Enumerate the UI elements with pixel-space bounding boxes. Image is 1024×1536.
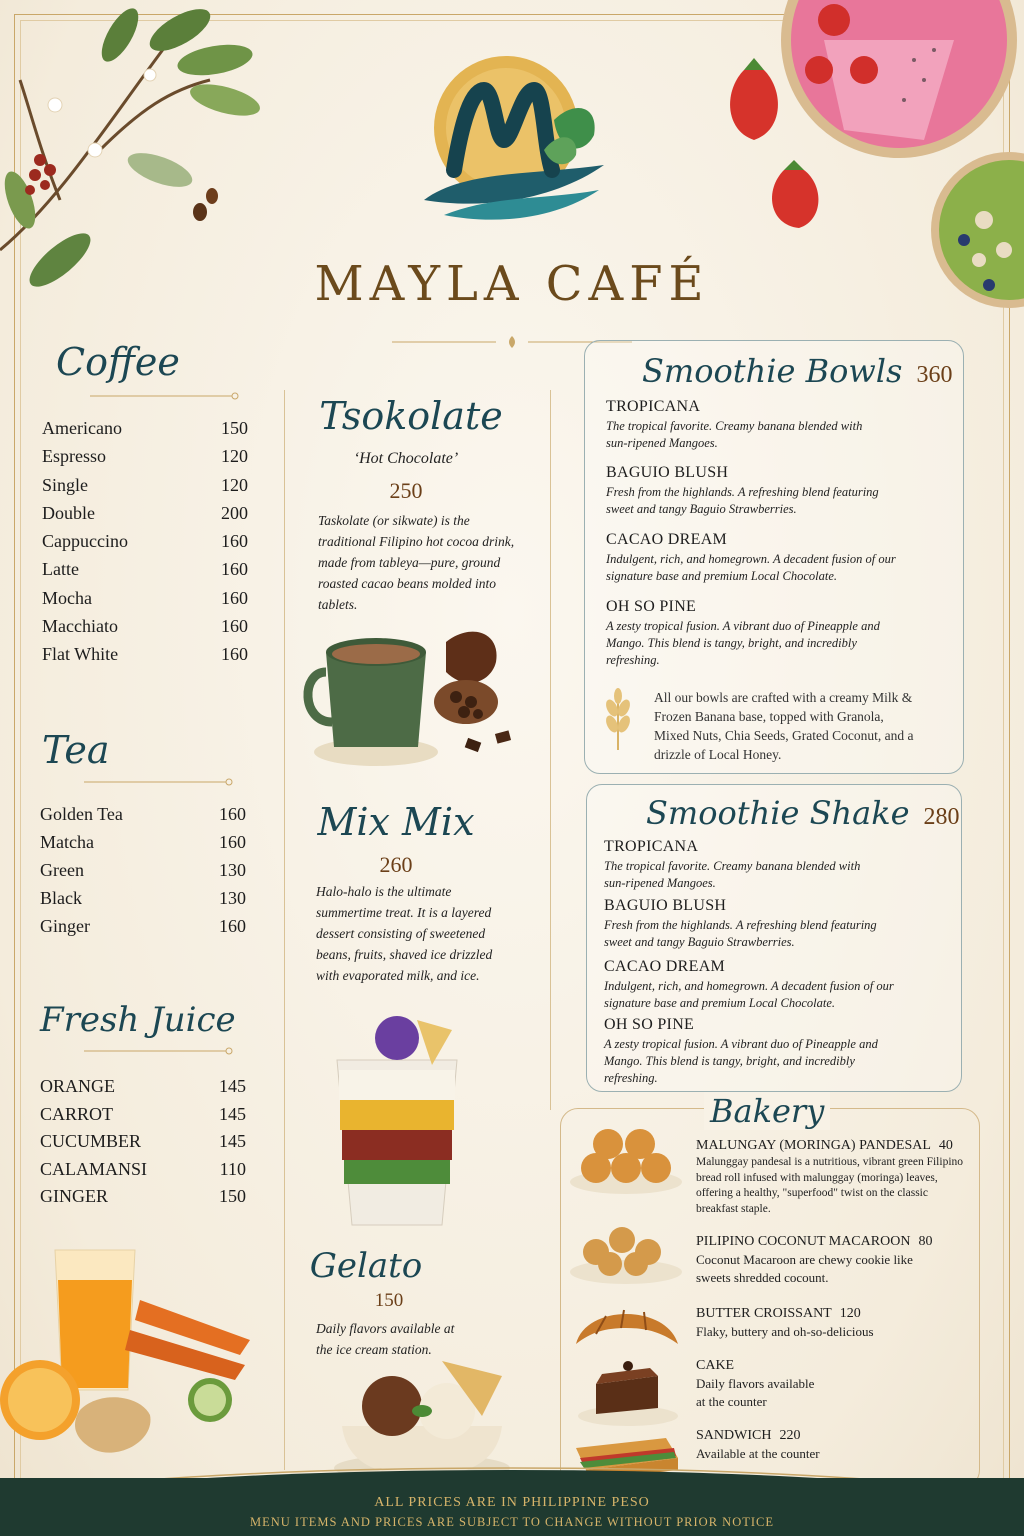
item-price: 160 — [219, 832, 246, 852]
item-name: MALUNGAY (MORINGA) PANDESAL — [696, 1138, 931, 1153]
item-price: 160 — [221, 587, 248, 608]
item-description: Indulgent, rich, and homegrown. A decadent fusion of our signature base and premium Local Chocolate. — [606, 552, 896, 583]
coffee-heading: Coffee — [56, 340, 180, 384]
item-price: 160 — [221, 644, 248, 665]
item-price: 120 — [221, 474, 248, 495]
smoothie-bowls-heading: Smoothie Bowls — [642, 352, 903, 390]
list-item[interactable] — [42, 475, 248, 503]
fresh-juice-list — [40, 1076, 246, 1214]
item-price: 160 — [221, 559, 248, 580]
smoothie-shake-item[interactable] — [604, 897, 954, 951]
item-name: Golden Tea — [40, 804, 123, 824]
list-item[interactable] — [40, 1159, 246, 1187]
item-price: 120 — [839, 1306, 861, 1321]
smoothie-shake-item[interactable] — [604, 1016, 954, 1087]
item-description: Coconut Macaroon are chewy cookie like sweets shredded cocount. — [696, 1252, 913, 1285]
item-name: BAGUIO BLUSH — [604, 897, 727, 914]
item-name: Macchiato — [42, 616, 118, 637]
list-item[interactable] — [42, 616, 248, 644]
mix-mix-heading: Mix Mix — [317, 800, 475, 844]
item-price: 80 — [918, 1234, 933, 1249]
item-description: Available at the counter — [696, 1446, 820, 1461]
item-price: 130 — [219, 888, 246, 908]
item-name: OH SO PINE — [606, 598, 697, 615]
smoothie-bowl-item[interactable] — [606, 531, 956, 585]
item-name: Americano — [42, 418, 122, 438]
item-price: 160 — [219, 804, 246, 824]
item-price: 160 — [221, 616, 248, 637]
list-item[interactable] — [40, 1076, 246, 1104]
item-price: 130 — [219, 860, 246, 880]
item-description: Fresh from the highlands. A refreshing blend featuring sweet and tangy Baguio Strawberries. — [606, 485, 879, 516]
item-name: BUTTER CROISSANT — [696, 1306, 832, 1321]
item-name: TROPICANA — [604, 838, 699, 855]
smoothie-shake-item[interactable] — [604, 958, 954, 1012]
item-price: 200 — [221, 502, 248, 523]
list-item[interactable] — [42, 503, 248, 531]
smoothie-shake-header — [646, 794, 960, 832]
tea-list — [40, 804, 246, 944]
tsokolate-price: 250 — [389, 478, 423, 503]
item-name: Latte — [42, 559, 79, 580]
item-price: 160 — [219, 916, 246, 936]
mayla-cafe-logo — [384, 50, 640, 230]
item-name: Cappuccino — [42, 531, 128, 552]
list-item[interactable] — [42, 588, 248, 616]
item-description: Flaky, buttery and oh-so-delicious — [696, 1324, 874, 1339]
list-item[interactable] — [42, 531, 248, 559]
item-name: ORANGE — [40, 1076, 115, 1096]
pandesal-illustration — [566, 1122, 688, 1196]
tea-heading-rule — [84, 777, 234, 787]
coffee-heading-rule — [90, 391, 240, 401]
list-item[interactable] — [40, 1131, 246, 1159]
mix-mix-price: 260 — [379, 852, 413, 877]
macaroon-illustration — [566, 1212, 688, 1286]
gelato-price: 150 — [374, 1290, 404, 1311]
wheat-icon — [600, 688, 636, 752]
item-description: The tropical favorite. Creamy banana blended with sun-ripened Mangoes. — [606, 419, 863, 450]
item-name: BAGUIO BLUSH — [606, 464, 729, 481]
item-name: Green — [40, 860, 84, 880]
list-item[interactable] — [40, 832, 246, 860]
hot-chocolate-illustration — [296, 612, 526, 782]
bakery-item[interactable] — [696, 1358, 966, 1411]
item-price: 145 — [219, 1131, 246, 1151]
footer-currency-note: ALL PRICES ARE IN PHILIPPINE PESO — [374, 1495, 650, 1510]
list-item[interactable] — [40, 804, 246, 832]
list-item[interactable] — [42, 559, 248, 587]
item-description: Daily flavors available at the counter — [696, 1376, 815, 1409]
bakery-item[interactable] — [696, 1306, 966, 1341]
item-name: GINGER — [40, 1186, 108, 1206]
item-name: Ginger — [40, 916, 90, 936]
item-description: A zesty tropical fusion. A vibrant duo of Pineapple and Mango. This blend is tangy, bright, and incredibly refreshing. — [604, 1037, 878, 1085]
cafe-name: MAYLA CAFÉ — [314, 256, 710, 312]
list-item[interactable] — [42, 644, 248, 672]
item-name: CALAMANSI — [40, 1158, 148, 1179]
gelato-description: Daily flavors available at the ice cream station. — [316, 1321, 455, 1357]
smoothie-bowls-header — [642, 352, 952, 390]
item-description: Indulgent, rich, and homegrown. A decadent fusion of our signature base and premium Local Chocolate. — [604, 979, 894, 1010]
list-item[interactable] — [42, 418, 248, 446]
gelato-heading: Gelato — [309, 1246, 423, 1286]
tsokolate-heading: Tsokolate — [319, 394, 503, 438]
item-name: Espresso — [42, 446, 106, 467]
item-name: CAKE — [696, 1358, 735, 1373]
item-name: Black — [40, 888, 82, 908]
item-name: Single — [42, 474, 89, 495]
bakery-heading: Bakery — [704, 1092, 830, 1130]
tea-heading: Tea — [42, 728, 110, 772]
list-item[interactable] — [40, 916, 246, 944]
cake-illustration — [566, 1354, 688, 1428]
item-price: 145 — [219, 1103, 246, 1124]
item-name: Mocha — [42, 587, 92, 608]
footer-disclaimer: MENU ITEMS AND PRICES ARE SUBJECT TO CHANGE WITHOUT PRIOR NOTICE — [250, 1515, 774, 1529]
smoothie-bowl-item[interactable] — [606, 598, 956, 669]
list-item[interactable] — [40, 1104, 246, 1132]
fresh-juice-heading-rule — [84, 1046, 234, 1056]
item-price: 150 — [221, 418, 248, 438]
smoothie-bowls-price: 360 — [916, 362, 953, 388]
item-name: Flat White — [42, 644, 119, 665]
item-description: Malunggay pandesal is a nutritious, vibrant green Filipino bread roll infused with malunggay (moringa) leaves, offering a healthy, "superfood" twist on the classic breakfast staple. — [696, 1156, 964, 1215]
item-name: CACAO DREAM — [606, 531, 728, 548]
smoothie-bowls-note: All our bowls are crafted with a creamy Milk & Frozen Banana base, topped with Granola, Mixed Nuts, Chia Seeds, Grated Coconut, and a drizzle of Local Honey. — [654, 690, 914, 762]
item-name: Double — [42, 502, 95, 523]
list-item[interactable] — [40, 860, 246, 888]
item-description: Fresh from the highlands. A refreshing blend featuring sweet and tangy Baguio Strawberries. — [604, 918, 877, 949]
smoothie-bowl-item[interactable] — [606, 464, 956, 518]
item-name: TROPICANA — [606, 398, 701, 415]
column-divider-right — [550, 390, 551, 1110]
item-price: 150 — [219, 1186, 246, 1206]
smoothie-shake-heading: Smoothie Shake — [646, 794, 910, 832]
column-divider-left — [284, 390, 285, 1470]
list-item[interactable] — [40, 1186, 246, 1214]
halo-halo-illustration — [322, 1010, 472, 1240]
smoothie-shake-item[interactable] — [604, 838, 954, 892]
item-price: 120 — [221, 446, 248, 467]
item-name: SANDWICH — [696, 1428, 772, 1443]
smoothie-shake-price: 280 — [923, 804, 960, 830]
list-item[interactable] — [42, 446, 248, 474]
bakery-item[interactable] — [696, 1138, 966, 1217]
item-name: PILIPINO COCONUT MACAROON — [696, 1234, 911, 1249]
item-price: 110 — [219, 1158, 246, 1179]
mix-mix-description: Halo-halo is the ultimate summertime treat. It is a layered dessert consisting of sweetened beans, fruits, shaved ice drizzled with evaporated milk, and ice. — [316, 884, 493, 983]
item-name: OH SO PINE — [604, 1016, 695, 1033]
tsokolate-description: Taskolate (or sikwate) is the traditional Filipino hot cocoa drink, made from tableya—pure, ground roasted cacao beans molded into tablets. — [318, 513, 515, 612]
item-price: 40 — [938, 1138, 953, 1153]
smoothie-bowl-item[interactable] — [606, 398, 956, 452]
list-item[interactable] — [40, 888, 246, 916]
item-name: CARROT — [40, 1103, 114, 1124]
item-description: The tropical favorite. Creamy banana blended with sun-ripened Mangoes. — [604, 859, 861, 890]
fresh-juice-heading: Fresh Juice — [40, 1000, 236, 1040]
bakery-item[interactable] — [696, 1234, 966, 1287]
item-name: CUCUMBER — [40, 1131, 142, 1151]
coffee-list — [42, 418, 248, 673]
item-price: 220 — [779, 1428, 801, 1443]
item-price: 160 — [221, 531, 248, 552]
coffee-branch-illustration — [0, 0, 260, 290]
item-name: Matcha — [40, 832, 94, 852]
tsokolate-subtitle: ‘Hot Chocolate’ — [353, 450, 459, 467]
item-name: CACAO DREAM — [604, 958, 726, 975]
item-price: 145 — [219, 1076, 246, 1096]
item-description: A zesty tropical fusion. A vibrant duo of Pineapple and Mango. This blend is tangy, bright, and incredibly refreshing. — [606, 619, 880, 667]
